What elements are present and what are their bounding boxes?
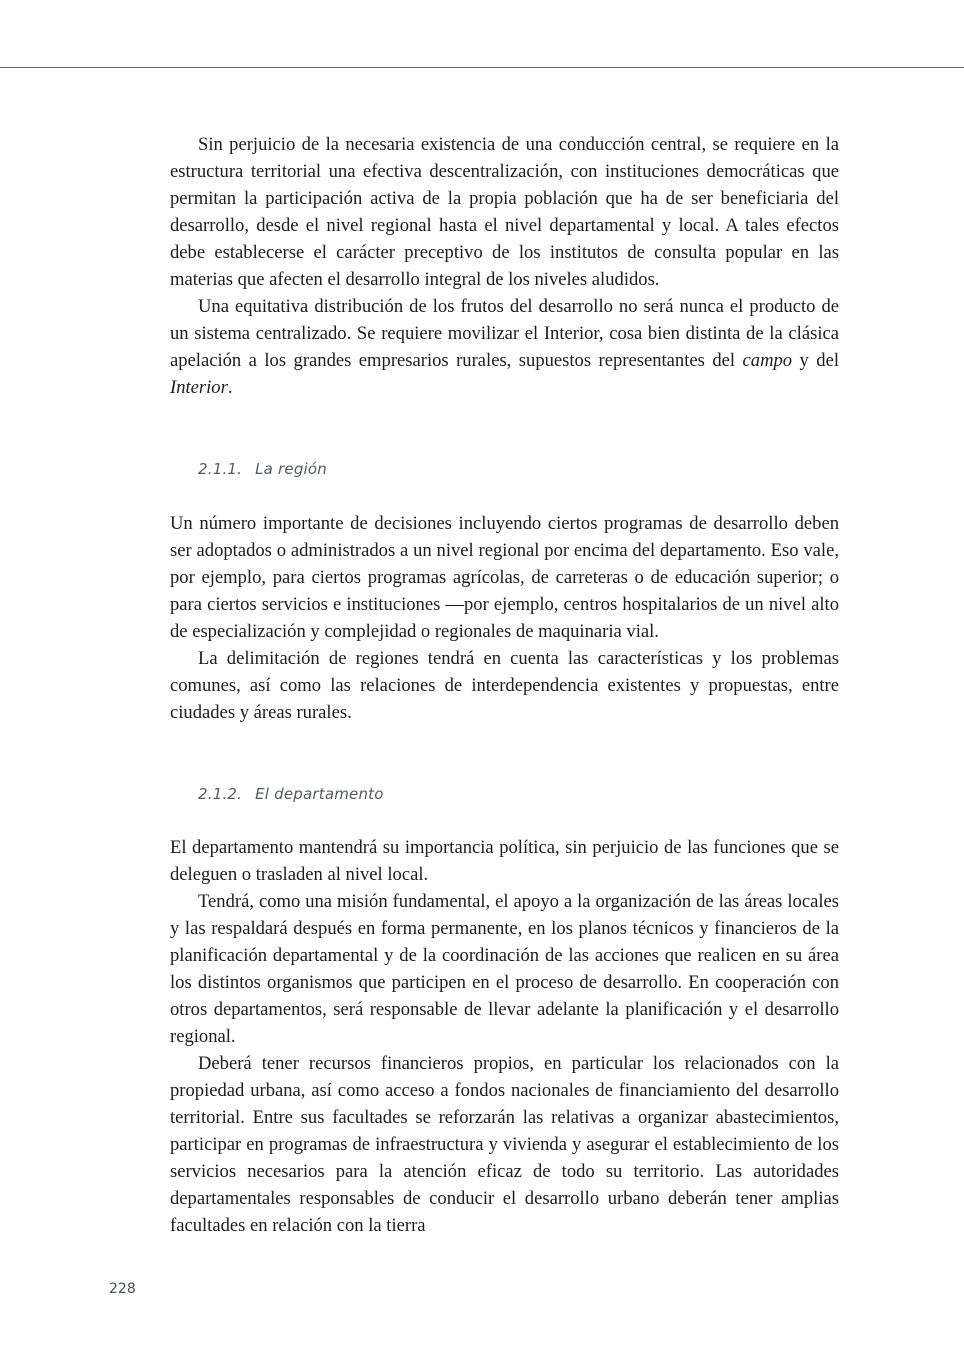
paragraph: Tendrá, como una misión fundamental, el apoyo a la organización de las áreas locales y las respaldará después en forma permanente, en los planos técnicos y financieros de la planificación departamental y de la coordinación de las acciones que realicen en su área los distintos organismos que participen en el proceso de desarrollo. En cooperación con otros departamentos, será responsable de llevar adelante la planificación y el desarrollo regional. — [170, 891, 839, 1047]
intro-text-block — [170, 131, 839, 401]
paragraph: Un número importante de decisiones incluyendo ciertos programas de desarrollo deben ser adoptados o administrados a un nivel regional por encima del departamento. Eso vale, por ejemplo, para ciertos programas agrícolas, de carreteras o de educación superior; o para ciertos servicios e instituciones —por ejemplo, centros hospitalarios de un nivel alto de especialización y complejidad o regionales de maquinaria vial. — [170, 513, 839, 642]
paragraph: Una equitativa distribución de los frutos del desarrollo no será nunca el producto de un sistema centralizado. Se requiere movilizar el Interior, cosa bien distinta de la clásica apelación a los grandes empresarios rurales, supuestos representantes del campo y del Interior. — [170, 296, 840, 398]
section-number: 2.1.2. — [198, 785, 243, 803]
header-rule — [0, 67, 964, 68]
page-number: 228 — [109, 1281, 136, 1297]
section-2-1-1-text — [170, 510, 839, 726]
paragraph: La delimitación de regiones tendrá en cuenta las características y los problemas comunes, así como las relaciones de interdependencia existentes y propuestas, entre ciudades y áreas rurales. — [170, 648, 839, 723]
section-number: 2.1.1. — [198, 460, 243, 478]
paragraph: Deberá tener recursos financieros propios, en particular los relacionados con la propiedad urbana, así como acceso a fondos nacionales de financiamiento del desarrollo territorial. Entre sus facultades se reforzarán las relativas a organizar abastecimientos, participar en programas de infraestructura y vivienda y asegurar el establecimiento de los servicios necesarios para la atención eficaz de todo su territorio. Las autoridades departamentales responsables de conducir el desarrollo urbano deberán tener amplias facultades en relación con la tierra — [170, 1053, 839, 1236]
section-title: La región — [255, 460, 327, 478]
section-heading-2-1-1 — [198, 460, 327, 478]
section-title: El departamento — [255, 785, 384, 803]
section-heading-2-1-2 — [198, 785, 384, 803]
section-2-1-2-text — [170, 834, 839, 1239]
italic-term: campo — [742, 350, 793, 371]
paragraph: Sin perjuicio de la necesaria existencia de una conducción central, se requiere en la estructura territorial una efectiva descentralización, con instituciones democráticas que permitan la participación activa de la propia población que ha de ser beneficiaria del desarrollo, desde el nivel regional hasta el nivel departamental y local. A tales efectos debe establecerse el carácter preceptivo de los institutos de consulta popular en las materias que afecten el desarrollo integral de los niveles aludidos. — [170, 134, 839, 290]
paragraph: El departamento mantendrá su importancia política, sin perjuicio de las funciones que se deleguen o trasladen al nivel local. — [170, 837, 839, 885]
italic-term: Interior — [170, 377, 228, 398]
